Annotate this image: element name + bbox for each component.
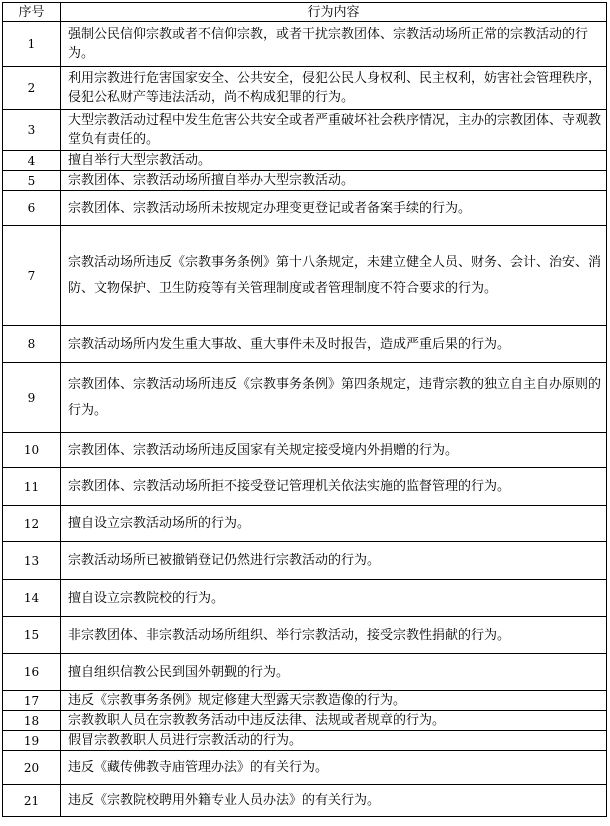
table-row [3,691,607,711]
row-number: 13 [3,542,61,580]
table-row [3,191,607,226]
row-number: 16 [3,654,61,691]
row-number: 14 [3,580,61,617]
table-row [3,617,607,654]
table-row [3,751,607,785]
table-row [3,171,607,191]
row-number: 3 [3,110,61,151]
row-content: 非宗教团体、非宗教活动场所组织、举行宗教活动，接受宗教性捐献的行为。 [61,617,607,654]
row-content: 宗教团体、宗教活动场所未按规定办理变更登记或者备案手续的行为。 [61,191,607,226]
table-row [3,363,607,433]
row-content: 擅自举行大型宗教活动。 [61,151,607,171]
row-content: 宗教团体、宗教活动场所擅自举办大型宗教活动。 [61,171,607,191]
row-number: 2 [3,67,61,110]
table-row [3,785,607,817]
row-number: 4 [3,151,61,171]
table-row [3,506,607,542]
table-row [3,226,607,326]
table-row [3,67,607,110]
row-content: 假冒宗教教职人员进行宗教活动的行为。 [61,731,607,751]
row-content: 违反《藏传佛教寺庙管理办法》的有关行为。 [61,751,607,785]
row-number: 19 [3,731,61,751]
row-number: 11 [3,468,61,506]
header-row [3,3,607,22]
row-number: 5 [3,171,61,191]
table-row [3,542,607,580]
row-number: 21 [3,785,61,817]
row-content: 擅自设立宗教院校的行为。 [61,580,607,617]
row-number: 8 [3,326,61,363]
header-number: 序号 [3,3,61,22]
row-content: 宗教活动场所违反《宗教事务条例》第十八条规定，未建立健全人员、财务、会计、治安、消防、文物保护、卫生防疫等有关管理制度或者管理制度不符合要求的行为。 [61,226,607,326]
row-content: 宗教团体、宗教活动场所违反《宗教事务条例》第四条规定，违背宗教的独立自主自办原则的行为。 [61,363,607,433]
row-number: 7 [3,226,61,326]
row-number: 9 [3,363,61,433]
row-content: 强制公民信仰宗教或者不信仰宗教，或者干扰宗教团体、宗教活动场所正常的宗教活动的行为。 [61,22,607,67]
row-content: 擅自组织信教公民到国外朝觐的行为。 [61,654,607,691]
table-row [3,22,607,67]
row-number: 20 [3,751,61,785]
row-number: 12 [3,506,61,542]
row-number: 1 [3,22,61,67]
table-row [3,110,607,151]
table-row [3,151,607,171]
row-content: 宗教团体、宗教活动场所违反国家有关规定接受境内外捐赠的行为。 [61,433,607,468]
violations-table [2,2,607,817]
row-number: 17 [3,691,61,711]
row-number: 15 [3,617,61,654]
table-row [3,731,607,751]
table-row [3,711,607,731]
table-row [3,326,607,363]
table-row [3,468,607,506]
row-number: 10 [3,433,61,468]
row-content: 宗教教职人员在宗教教务活动中违反法律、法规或者规章的行为。 [61,711,607,731]
row-number: 18 [3,711,61,731]
table-row [3,654,607,691]
row-content: 违反《宗教事务条例》规定修建大型露天宗教造像的行为。 [61,691,607,711]
row-content: 擅自设立宗教活动场所的行为。 [61,506,607,542]
row-number: 6 [3,191,61,226]
table-row [3,580,607,617]
row-content: 宗教活动场所已被撤销登记仍然进行宗教活动的行为。 [61,542,607,580]
row-content: 宗教活动场所内发生重大事故、重大事件未及时报告，造成严重后果的行为。 [61,326,607,363]
table-row [3,433,607,468]
header-content: 行为内容 [61,3,607,22]
row-content: 大型宗教活动过程中发生危害公共安全或者严重破坏社会秩序情况，主办的宗教团体、寺观教堂负有责任的。 [61,110,607,151]
row-content: 宗教团体、宗教活动场所拒不接受登记管理机关依法实施的监督管理的行为。 [61,468,607,506]
row-content: 违反《宗教院校聘用外籍专业人员办法》的有关行为。 [61,785,607,817]
row-content: 利用宗教进行危害国家安全、公共安全，侵犯公民人身权利、民主权利，妨害社会管理秩序，侵犯公私财产等违法活动，尚不构成犯罪的行为。 [61,67,607,110]
